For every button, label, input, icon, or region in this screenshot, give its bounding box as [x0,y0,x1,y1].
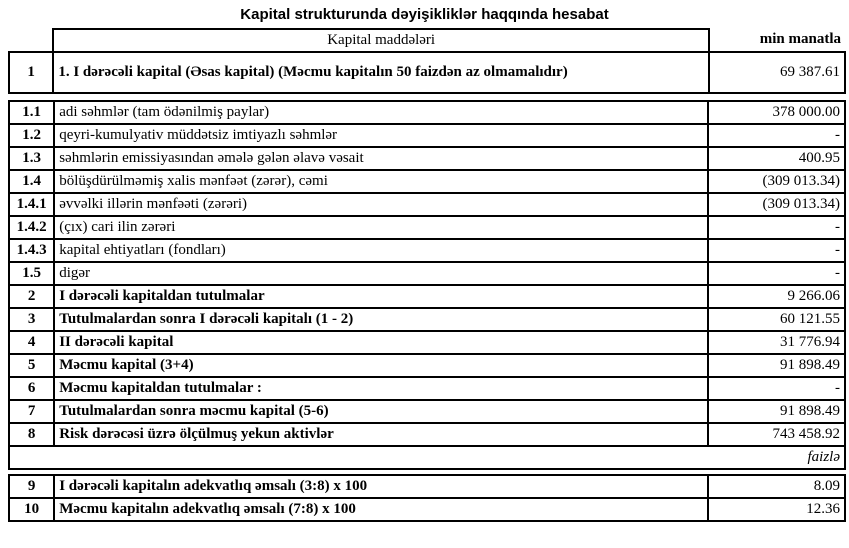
row-value: - [708,216,845,239]
row-number: 1.4.1 [9,193,54,216]
row-label: bölüşdürülməmiş xalis mənfəət (zərər), cəmi [54,170,708,193]
row-number: 1.4 [9,170,54,193]
row-number: 1.3 [9,147,54,170]
table-row [9,52,845,93]
row-value: 400.95 [708,147,845,170]
row-value: 31 776.94 [708,331,845,354]
table-row [9,285,845,308]
row-value: 91 898.49 [708,400,845,423]
table-row [9,193,845,216]
row-number: 6 [9,377,54,400]
row-label: səhmlərin emissiyasından əmələ gələn əlavə vəsait [54,147,708,170]
row-value: (309 013.34) [708,193,845,216]
row-label: digər [54,262,708,285]
row-number: 10 [9,498,54,521]
header-num-spacer [9,29,53,52]
row-value: - [708,377,845,400]
row-label: 1. I dərəcəli kapital (Əsas kapital) (Məcmu kapitalın 50 faizdən az olmamalıdır) [53,52,709,93]
capital-items-table [8,100,846,470]
row-number: 8 [9,423,54,446]
row-value: 9 266.06 [708,285,845,308]
row-label: (çıx) cari ilin zərəri [54,216,708,239]
row-label: Tutulmalardan sonra I dərəcəli kapitalı (1 - 2) [54,308,708,331]
row-label: əvvəlki illərin mənfəəti (zərəri) [54,193,708,216]
row-value: 378 000.00 [708,101,845,124]
table-row [9,331,845,354]
row-label: kapital ehtiyatları (fondları) [54,239,708,262]
table-row [9,498,845,521]
column-header-items: Kapital maddələri [53,29,709,52]
row-label: qeyri-kumulyativ müddətsiz imtiyazlı səhmlər [54,124,708,147]
row-label: Məcmu kapitalın adekvatlıq əmsalı (7:8) x 100 [54,498,708,521]
row-label: I dərəcəli kapitaldan tutulmalar [54,285,708,308]
table-row [9,262,845,285]
table-header-row [9,29,845,52]
row-value: 743 458.92 [708,423,845,446]
adequacy-ratios-table [8,474,846,522]
header-and-tier1-table [8,28,846,94]
row-label: I dərəcəli kapitalın adekvatlıq əmsalı (3:8) x 100 [54,475,708,498]
row-label: Tutulmalardan sonra məcmu kapital (5-6) [54,400,708,423]
table-row [9,216,845,239]
table-row [9,377,845,400]
column-header-unit: min manatla [759,31,841,48]
table-row [9,354,845,377]
table-row [9,170,845,193]
table-row [9,147,845,170]
table-row [9,124,845,147]
table-row [9,239,845,262]
row-number: 7 [9,400,54,423]
table-row [9,423,845,446]
table-row [9,400,845,423]
row-value: - [708,239,845,262]
row-value: - [708,124,845,147]
table-row [9,308,845,331]
row-value: 12.36 [708,498,845,521]
row-label: II dərəcəli kapital [54,331,708,354]
row-number: 3 [9,308,54,331]
percent-unit-label: faizlə [9,446,845,469]
row-number: 1.4.3 [9,239,54,262]
row-value: 69 387.61 [709,52,845,93]
table-row [9,475,845,498]
table-row [9,101,845,124]
row-label: Risk dərəcəsi üzrə ölçülmuş yekun aktivlər [54,423,708,446]
row-number: 1.2 [9,124,54,147]
table-row [9,446,845,469]
row-value: 91 898.49 [708,354,845,377]
row-label: Məcmu kapitaldan tutulmalar : [54,377,708,400]
row-value: 60 121.55 [708,308,845,331]
row-number: 5 [9,354,54,377]
row-label: Məcmu kapital (3+4) [54,354,708,377]
row-number: 1.4.2 [9,216,54,239]
row-value: - [708,262,845,285]
row-label: adi səhmlər (tam ödənilmiş paylar) [54,101,708,124]
row-number: 4 [9,331,54,354]
row-number: 1 [9,52,53,93]
row-number: 9 [9,475,54,498]
row-number: 1.1 [9,101,54,124]
report-title: Kapital strukturunda dəyişikliklər haqqında hesabat [240,6,609,23]
row-number: 2 [9,285,54,308]
row-number: 1.5 [9,262,54,285]
row-value: (309 013.34) [708,170,845,193]
row-value: 8.09 [708,475,845,498]
